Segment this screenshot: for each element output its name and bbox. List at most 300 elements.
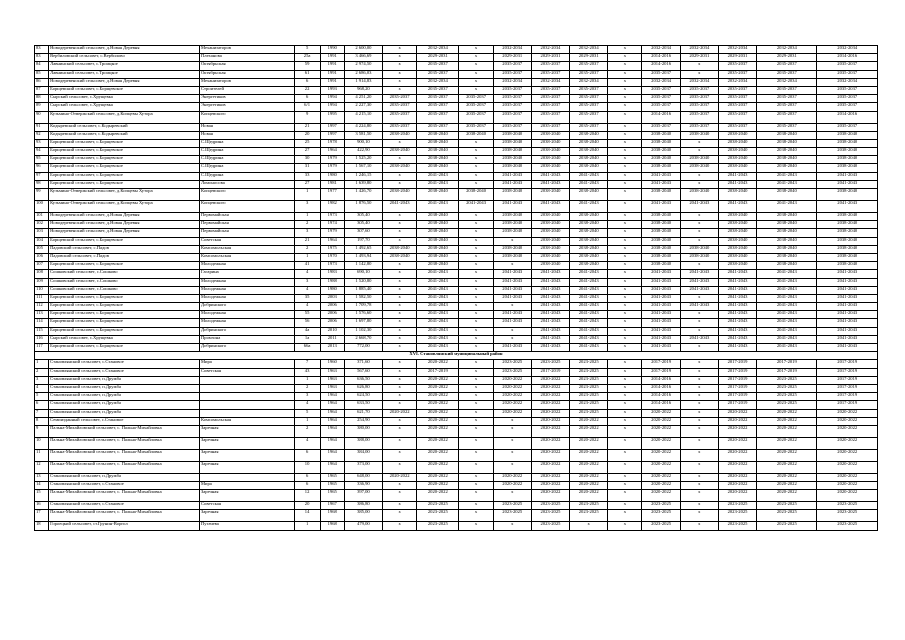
table-cell: Новодеревенский сельсовет, д.Новая Деревня (49, 221, 200, 229)
table-cell: 2035-2037 (680, 86, 718, 94)
table-cell: 1 709,78 (344, 303, 382, 311)
table-cell: 2038-2040 (417, 139, 459, 147)
table-cell: 2029-2031 (718, 54, 756, 62)
table-cell: х (459, 368, 493, 376)
table-cell: 2020-2022 (531, 409, 569, 417)
table-cell: С.Щедрина (199, 148, 294, 156)
table-cell: 2041-2043 (417, 319, 459, 327)
table-cell: 2041-2043 (493, 278, 531, 286)
table-row (35, 417, 878, 425)
table-cell: 1 (294, 522, 320, 530)
table-cell: 1997 (320, 131, 344, 139)
table-cell: х (608, 189, 642, 201)
table-cell: Молодежная (199, 319, 294, 327)
table-cell: Падовский сельсовет, с.Падов (49, 253, 200, 261)
table-cell: 2041-2043 (570, 311, 608, 319)
table-cell: 197,70 (344, 237, 382, 245)
table-cell: 2038-2040 (417, 164, 459, 172)
table-cell: 2041-2043 (417, 270, 459, 278)
table-cell: 2041-2043 (642, 286, 680, 294)
table-cell: х (680, 393, 718, 401)
table-cell: 2041-2043 (417, 335, 459, 343)
table-cell: 2020-2022 (757, 490, 817, 502)
table-cell: 35 (294, 294, 320, 302)
table-cell: 2035-2037 (680, 103, 718, 111)
table-cell: 83 (35, 54, 49, 62)
table-row (35, 123, 878, 131)
table-cell: х (608, 393, 642, 401)
table-cell: 307,60 (344, 229, 382, 237)
table-cell: х (383, 221, 417, 229)
table-cell: х (383, 490, 417, 502)
table-cell: 2023-2025 (757, 522, 817, 530)
table-cell: 2023-2025 (531, 522, 569, 530)
table-cell: х (459, 245, 493, 253)
table-row (35, 409, 878, 417)
table-cell: Советская (199, 502, 294, 510)
section-title: XVI. Становлянский муниципальный район (35, 352, 878, 360)
table-cell: 2020-2022 (417, 417, 459, 425)
table-cell: 2041-2043 (493, 270, 531, 278)
table-cell: 2032-2034 (642, 78, 680, 86)
table-cell: х (383, 62, 417, 70)
table-cell: х (459, 437, 493, 449)
table-cell: 371,60 (344, 360, 382, 368)
table-cell: 2041-2043 (680, 270, 718, 278)
table-cell: 1964 (320, 148, 344, 156)
table-cell: 2041-2043 (817, 172, 878, 180)
table-cell: 2038-2040 (817, 131, 878, 139)
table-cell: 2041-2043 (493, 294, 531, 302)
table-cell: 636,50 (344, 376, 382, 384)
table-cell: 6 (294, 95, 320, 103)
table-row (35, 148, 878, 156)
table-cell: х (459, 148, 493, 156)
table-cell: 2023-2025 (817, 502, 878, 510)
table-cell: х (459, 409, 493, 417)
table-cell: Борщевский сельсовет, с.Борщевское (49, 172, 200, 180)
table-cell: 6 (294, 482, 320, 490)
table-cell: х (493, 490, 531, 502)
table-cell: 2011 (320, 335, 344, 343)
table-row (35, 502, 878, 510)
table-cell: 30 (294, 156, 320, 164)
table-cell: х (459, 522, 493, 530)
table-cell: х (608, 417, 642, 425)
table-cell: 2041-2043 (493, 201, 531, 213)
table-cell: 104 (35, 237, 49, 245)
table-cell: 27 (294, 148, 320, 156)
table-cell: 2032-2034 (417, 78, 459, 86)
table-row (35, 262, 878, 270)
table-cell: 2023-2025 (570, 368, 608, 376)
table-row (35, 473, 878, 481)
table-cell: х (383, 360, 417, 368)
table-cell: 2041-2043 (570, 278, 608, 286)
table-cell: Пальна-Михайловский сельсовет, с. Пальна-Михайловка (49, 449, 200, 461)
table-row (35, 86, 878, 94)
table-cell: 43 (294, 368, 320, 376)
table-cell: 17 (35, 510, 49, 522)
table-cell: 1 426,70 (344, 189, 382, 201)
table-cell: Сошковский сельсовет, с.Сошково (49, 270, 200, 278)
table-cell: 2041-2043 (531, 344, 569, 352)
table-cell: 15 (35, 490, 49, 502)
table-cell: С.Щедрина (199, 172, 294, 180)
table-cell: 2038-2040 (757, 245, 817, 253)
table-cell: 61 (294, 70, 320, 78)
table-cell: 2035-2037 (642, 86, 680, 94)
table-cell: 2032-2034 (718, 78, 756, 86)
table-cell: 2038-2040 (493, 245, 531, 253)
table-cell: 1991 (320, 70, 344, 78)
table-cell: Становлянский сельсовет, с.Становое (49, 482, 200, 490)
table-cell: 2038-2040 (817, 245, 878, 253)
table-cell: 2041-2043 (718, 319, 756, 327)
table-cell: 2038-2040 (718, 156, 756, 164)
table-cell: Советская (199, 368, 294, 376)
table-cell: Борщевский сельсовет, с.Борщевское (49, 311, 200, 319)
table-cell: 2020-2022 (570, 473, 608, 481)
table-cell: 2041-2043 (817, 180, 878, 188)
table-cell: 2020-2022 (417, 449, 459, 461)
table-cell: 2017-2019 (718, 368, 756, 376)
table-cell: х (608, 237, 642, 245)
table-cell: 113 (35, 311, 49, 319)
table-cell: 2 668,70 (344, 335, 382, 343)
table-cell: 2 227,30 (344, 103, 382, 111)
table-cell: 56 (294, 319, 320, 327)
table-cell: х (459, 319, 493, 327)
table-cell: 2041-2043 (570, 201, 608, 213)
table-cell: 2041-2043 (570, 327, 608, 335)
table-cell: Добринского (199, 303, 294, 311)
table-cell: 2032-2034 (680, 78, 718, 86)
table-cell: х (680, 344, 718, 352)
table-cell: 25а (294, 54, 320, 62)
table-cell: 1 (35, 360, 49, 368)
table-cell: 2038-2040 (493, 156, 531, 164)
table-cell: 1982 (320, 201, 344, 213)
table-cell: 2038-2040 (642, 139, 680, 147)
table-cell: 2041-2043 (417, 172, 459, 180)
table-cell: 2038-2040 (493, 189, 531, 201)
table-cell: 2035-2037 (817, 86, 878, 94)
table-cell: 2035-2037 (493, 95, 531, 103)
table-cell: 2035-2037 (493, 123, 531, 131)
table-cell: 27 (294, 180, 320, 188)
table-cell: 14 (294, 510, 320, 522)
table-cell: 2041-2043 (817, 270, 878, 278)
table-cell: х (383, 262, 417, 270)
table-cell: 2035-2037 (493, 103, 531, 111)
table-cell: 2020-2022 (642, 490, 680, 502)
table-cell: 2035-2037 (642, 95, 680, 103)
table-cell: 1 639,80 (344, 180, 382, 188)
table-cell: 88 (35, 95, 49, 103)
table-cell: 2038-2040 (757, 139, 817, 147)
table-cell: 2003 (320, 294, 344, 302)
table-cell: 2 (294, 425, 320, 437)
table-cell: 2020-2022 (817, 437, 878, 449)
table-row (35, 253, 878, 261)
table-cell: 2041-2043 (417, 344, 459, 352)
table-cell: 2023-2025 (570, 401, 608, 409)
table-cell: 2041-2043 (817, 335, 878, 343)
table-cell: х (608, 103, 642, 111)
table-cell: 2020-2022 (817, 449, 878, 461)
table-cell: 2038-2040 (570, 245, 608, 253)
table-cell: х (459, 401, 493, 409)
table-cell: х (459, 237, 493, 245)
table-cell: 2023-2025 (757, 376, 817, 384)
table-cell: 2020-2022 (642, 473, 680, 481)
table-cell: 6 (294, 78, 320, 86)
table-row (35, 172, 878, 180)
table-cell: х (459, 502, 493, 510)
table-row (35, 189, 878, 201)
table-cell: 2020-2022 (642, 461, 680, 473)
table-cell: 2038-2040 (642, 237, 680, 245)
table-cell: 2038-2040 (757, 164, 817, 172)
table-row (35, 245, 878, 253)
table-cell: 2038-2040 (757, 221, 817, 229)
table-cell: х (680, 294, 718, 302)
table-cell: 2041-2043 (417, 327, 459, 335)
table-cell: 2038-2040 (417, 245, 459, 253)
table-cell: 2023-2025 (493, 360, 531, 368)
table-cell: 2020-2022 (417, 376, 459, 384)
table-cell: 2023-2025 (531, 510, 569, 522)
table-cell: 2041-2043 (817, 201, 878, 213)
table-row (35, 78, 878, 86)
table-cell: 2038-2040 (493, 213, 531, 221)
table-cell: 1964 (320, 437, 344, 449)
table-cell (199, 384, 294, 392)
table-cell: 1979 (320, 164, 344, 172)
table-cell: Первомайская (199, 229, 294, 237)
table-cell: 2023-2025 (757, 384, 817, 392)
table-cell: 2038-2040 (680, 164, 718, 172)
table-cell: 2038-2040 (417, 131, 459, 139)
table-cell: х (680, 221, 718, 229)
table-cell: Первомайская (199, 221, 294, 229)
table-row (35, 303, 878, 311)
table-cell: х (383, 86, 417, 94)
table-cell: х (608, 156, 642, 164)
table-cell: 2038-2040 (718, 131, 756, 139)
table-cell: 2023-2025 (417, 510, 459, 522)
table-cell: 1 (294, 189, 320, 201)
table-cell: х (608, 221, 642, 229)
table-cell: 2041-2043 (718, 201, 756, 213)
table-cell: 2038-2040 (493, 164, 531, 172)
table-row (35, 201, 878, 213)
table-cell: 116 (35, 335, 49, 343)
table-cell: С.Щедрина (199, 156, 294, 164)
table-cell: 2035-2037 (817, 62, 878, 70)
table-cell: 2038-2040 (718, 221, 756, 229)
table-cell: 2017-2019 (718, 393, 756, 401)
table-cell: 2035-2037 (383, 111, 417, 123)
table-cell: 12 (35, 461, 49, 473)
table-cell: х (459, 344, 493, 352)
table-cell (199, 409, 294, 417)
table-cell: 1991 (320, 54, 344, 62)
table-cell: х (493, 327, 531, 335)
table-cell: 2041-2043 (459, 201, 493, 213)
table-cell: 2038-2040 (718, 262, 756, 270)
table-cell: 2029-2031 (531, 54, 569, 62)
table-cell: 2035-2037 (417, 62, 459, 70)
table-cell: 2035-2037 (718, 62, 756, 70)
table-cell: х (608, 54, 642, 62)
table-cell: 2020-2022 (493, 384, 531, 392)
table-cell: 2020-2022 (757, 409, 817, 417)
table-cell: 4 251,20 (344, 95, 382, 103)
table-cell: х (608, 490, 642, 502)
table-cell: 2020-2022 (531, 376, 569, 384)
table-cell: 2041-2043 (718, 286, 756, 294)
table-cell: 2038-2040 (680, 189, 718, 201)
table-cell: 41 (294, 262, 320, 270)
table-cell: 87 (35, 86, 49, 94)
table-cell: 3 (294, 201, 320, 213)
table-cell: 2035-2037 (817, 123, 878, 131)
table-cell: 2 686,03 (344, 70, 382, 78)
table-cell: 2032-2034 (493, 78, 531, 86)
table-cell: 2020-2022 (383, 473, 417, 481)
table-cell: 2038-2040 (570, 148, 608, 156)
table-cell: 2035-2037 (680, 95, 718, 103)
table-cell: 2035-2037 (680, 123, 718, 131)
table-cell: х (608, 229, 642, 237)
table-cell: 2020-2022 (718, 449, 756, 461)
table-cell: 2038-2040 (642, 229, 680, 237)
table-cell: 305,40 (344, 213, 382, 221)
table-row (35, 70, 878, 78)
table-cell: 1968 (320, 522, 344, 530)
table-row (35, 180, 878, 188)
table-cell: 6/1 (294, 103, 320, 111)
table-cell: х (608, 245, 642, 253)
table-cell: 84 (35, 62, 49, 70)
table-cell: х (383, 229, 417, 237)
table-cell: х (608, 123, 642, 131)
table-cell: х (459, 393, 493, 401)
table-cell: 2041-2043 (718, 180, 756, 188)
table-cell: 2 (294, 245, 320, 253)
table-cell: х (459, 156, 493, 164)
table-cell: 2032-2034 (417, 46, 459, 54)
table-cell: 1997 (320, 123, 344, 131)
table-row (35, 221, 878, 229)
table-cell: 1979 (320, 229, 344, 237)
table-row (35, 335, 878, 343)
table-cell: 31 (294, 164, 320, 172)
table-cell: 83 (35, 46, 49, 54)
table-cell: 3 (294, 278, 320, 286)
table-cell: 2032-2034 (531, 78, 569, 86)
table-cell: 2041-2043 (531, 180, 569, 188)
table-cell: Лавнинский сельсовет, с.Троицкое (49, 70, 200, 78)
table-cell: С.Щедрина (199, 139, 294, 147)
table-cell: Борщевский сельсовет, с.Борщевское (49, 344, 200, 352)
table-cell: 2020-2022 (531, 473, 569, 481)
table-cell: 18 (35, 522, 49, 530)
table-cell: 2032-2034 (570, 78, 608, 86)
table-cell: 2041-2043 (757, 303, 817, 311)
table-cell: Энергетиков (199, 95, 294, 103)
table-cell: 397,00 (344, 490, 382, 502)
table-cell: 2041-2043 (757, 180, 817, 188)
table-row (35, 286, 878, 294)
table-cell: 1975 (320, 245, 344, 253)
table-cell: х (608, 294, 642, 302)
table-cell: 2041-2043 (757, 278, 817, 286)
table-cell: Новодеревенский сельсовет, д.Новая Деревня (49, 46, 200, 54)
table-cell: 385,00 (344, 510, 382, 522)
table-cell: х (383, 70, 417, 78)
table-cell: х (608, 522, 642, 530)
table-cell: 2020-2022 (417, 482, 459, 490)
table-cell: 2038-2040 (817, 253, 878, 261)
table-cell: 2038-2040 (757, 262, 817, 270)
table-cell: х (608, 270, 642, 278)
table-cell: х (680, 449, 718, 461)
table-cell: С.Щедрина (199, 164, 294, 172)
table-cell: 2020-2022 (757, 461, 817, 473)
table-cell: х (608, 303, 642, 311)
table-cell: х (680, 409, 718, 417)
table-cell: 2041-2043 (642, 270, 680, 278)
table-cell: 2020-2022 (531, 393, 569, 401)
table-cell: 2035-2037 (718, 95, 756, 103)
table-cell: х (608, 131, 642, 139)
table-cell: 2035-2037 (817, 103, 878, 111)
table-cell: 2014-2016 (642, 384, 680, 392)
table-cell: 2023-2025 (531, 360, 569, 368)
table-cell: 99 (35, 189, 49, 201)
table-cell: х (680, 360, 718, 368)
table-cell: 2041-2043 (570, 294, 608, 302)
table-cell: 1980 (320, 172, 344, 180)
table-cell: 1 914,83 (344, 78, 382, 86)
table-cell: 2023-2025 (570, 384, 608, 392)
table-cell: 2020-2022 (417, 437, 459, 449)
table-cell: Становлянский сельсовет, п.Дружба (49, 409, 200, 417)
table-cell: 1995 (320, 111, 344, 123)
table-cell: Становлянский сельсовет, с.Становое (49, 368, 200, 376)
table-cell: х (680, 502, 718, 510)
table-cell: 2035-2037 (417, 95, 459, 103)
table-cell: 2041-2043 (817, 327, 878, 335)
table-cell: 2023-2025 (817, 510, 878, 522)
table-cell: 2038-2040 (531, 164, 569, 172)
table-cell: 115 (35, 327, 49, 335)
table-cell: 2017-2019 (817, 384, 878, 392)
table-cell: Кодыревский сельсовет, с.Кодыревский (49, 131, 200, 139)
table-cell: 2032-2034 (642, 46, 680, 54)
table-cell: 2038-2040 (570, 213, 608, 221)
table-cell: 2041-2043 (417, 201, 459, 213)
table-row (35, 482, 878, 490)
table-cell: 2020-2022 (493, 401, 531, 409)
table-cell: 112 (35, 303, 49, 311)
table-cell: 2020-2022 (757, 437, 817, 449)
table-cell: 1963 (320, 376, 344, 384)
table-cell: 2041-2043 (531, 286, 569, 294)
